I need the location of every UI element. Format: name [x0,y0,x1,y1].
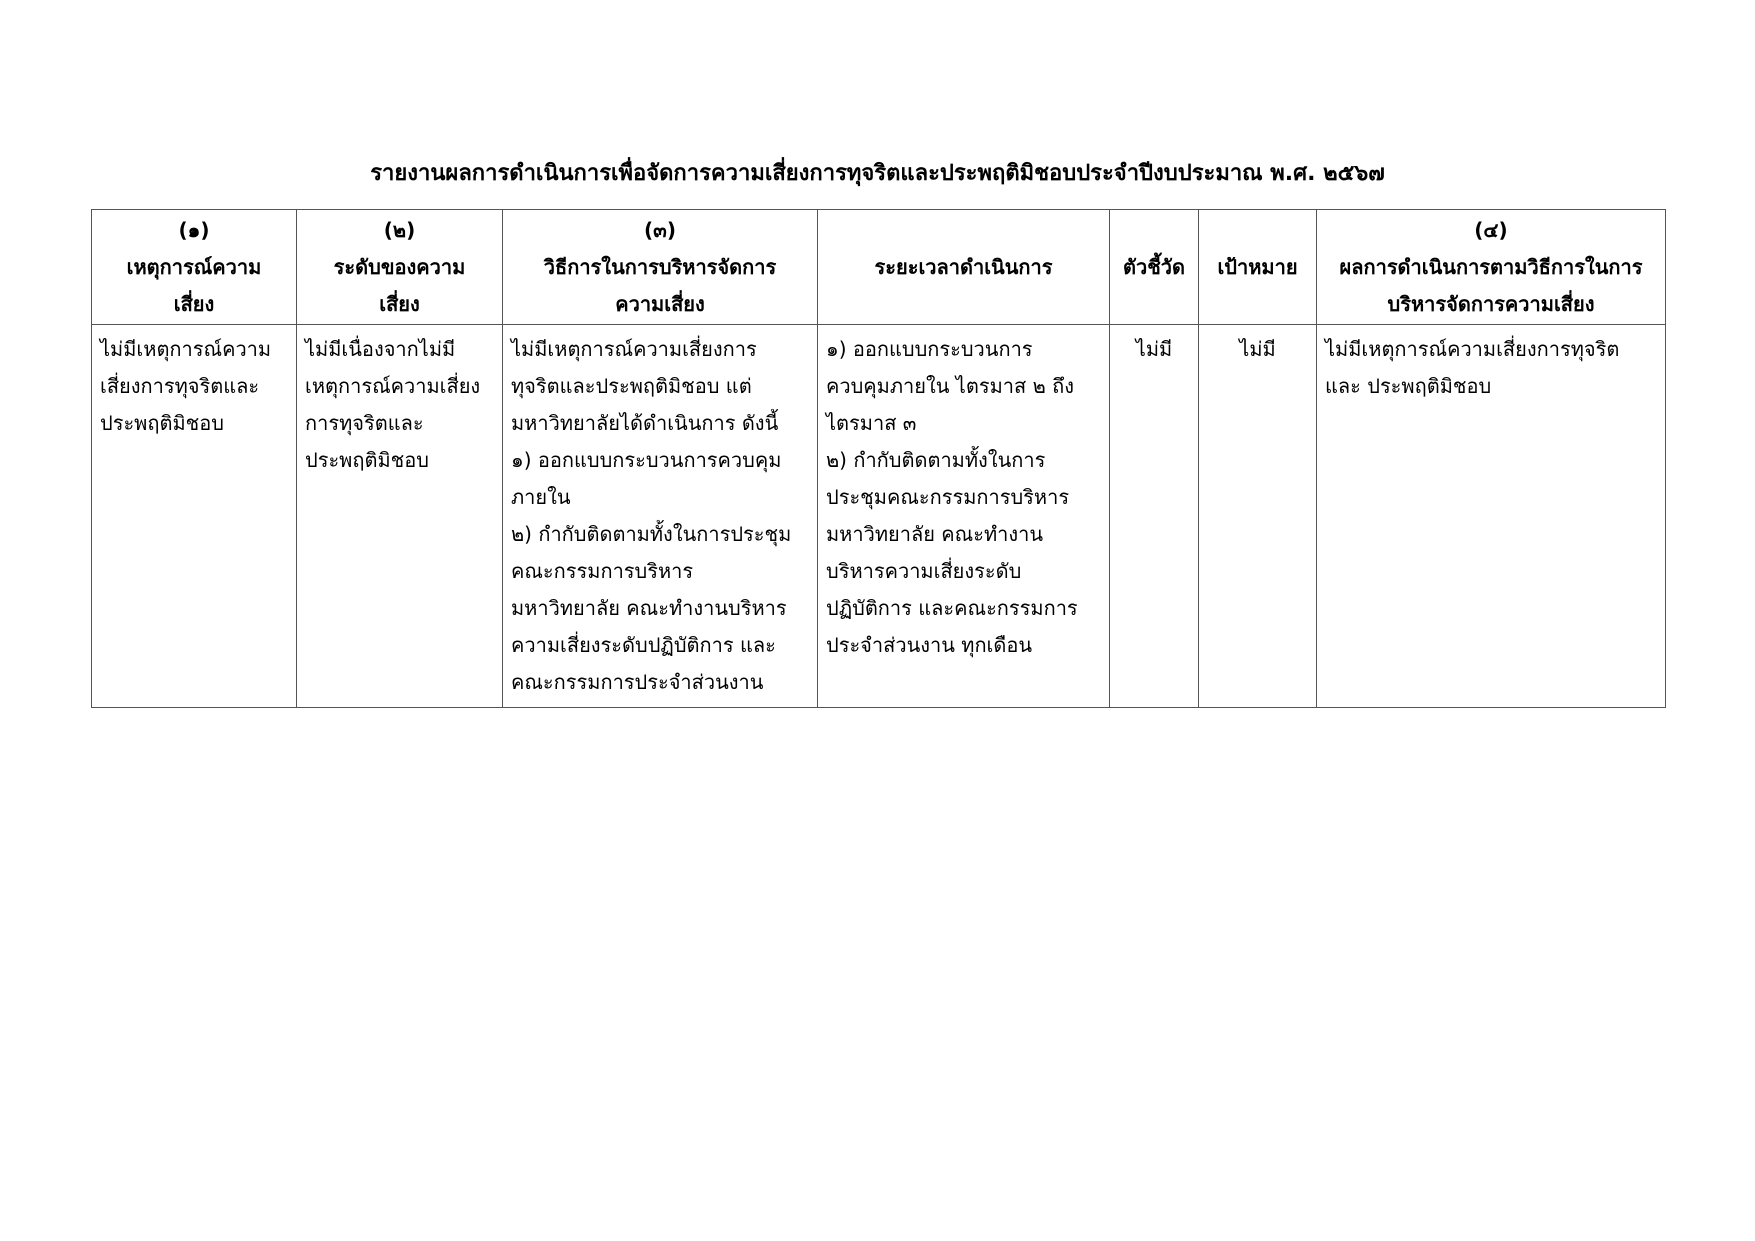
cell-result [1317,325,1666,708]
cell-line: ประชุมคณะกรรมการบริหาร [826,485,1070,509]
cell-line: เหตุการณ์ความเสี่ยง [305,374,481,398]
cell-line: ๒) กำกับติดตามทั้งในการ [826,448,1046,472]
cell-line: ไม่มี [1135,337,1173,361]
header-num: (๒) [383,217,416,242]
cell-line: มหาวิทยาลัย คณะทำงานบริหาร [511,596,787,620]
cell-line: ๒) กำกับติดตามทั้งในการประชุม [511,522,792,546]
cell-line: ไม่มีเหตุการณ์ความเสี่ยงการทุจริต [1325,337,1620,361]
cell-line: คณะกรรมการประจำส่วนงาน [511,670,764,694]
header-line: ตัวชี้วัด [1122,254,1185,279]
header-duration [818,210,1110,325]
cell-line: เสี่ยงการทุจริตและ [100,374,260,398]
cell-risk-level [297,325,503,708]
cell-line: ความเสี่ยงระดับปฏิบัติการ และ [511,633,776,657]
header-indicator [1110,210,1199,325]
cell-line: ภายใน [511,485,571,509]
cell-line: ไม่มีเหตุการณ์ความ [100,337,272,361]
cell-line: ปฏิบัติการ และคณะกรรมการ [826,596,1078,620]
cell-risk-method [503,325,818,708]
cell-line: บริหารความเสี่ยงระดับ [826,559,1022,583]
table-row [92,325,1666,708]
cell-line: ๑) ออกแบบกระบวนการ [826,337,1033,361]
header-row [92,210,1666,325]
header-line: เหตุการณ์ความ [126,254,262,279]
cell-line: ควบคุมภายใน ไตรมาส ๒ ถึง [826,374,1074,398]
header-line: เป้าหมาย [1217,254,1298,279]
cell-line: ๑) ออกแบบกระบวนการควบคุม [511,448,782,472]
header-risk-event [92,210,297,325]
header-num: (๔) [1474,217,1508,242]
header-line: บริหารจัดการความเสี่ยง [1387,291,1595,316]
header-line: วิธีการในการบริหารจัดการ [543,254,777,279]
header-line: เสี่ยง [173,291,215,316]
header-line: ระดับของความ [333,254,466,279]
cell-line: มหาวิทยาลัย คณะทำงาน [826,522,1044,546]
header-num: (๓) [644,217,676,242]
cell-line: คณะกรรมการบริหาร [511,559,694,583]
cell-line: ไม่มีเนื่องจากไม่มี [305,337,456,361]
header-line: ระยะเวลาดำเนินการ [874,254,1053,279]
cell-line: ไตรมาส ๓ [826,411,917,435]
cell-line: ประพฤติมิชอบ [305,448,429,472]
cell-line: ประจำส่วนงาน ทุกเดือน [826,633,1033,657]
cell-risk-event [92,325,297,708]
cell-line: ไม่มีเหตุการณ์ความเสี่ยงการ [511,337,757,361]
header-risk-method [503,210,818,325]
cell-line: ประพฤติมิชอบ [100,411,224,435]
cell-line: ไม่มี [1239,337,1276,361]
cell-indicator [1110,325,1199,708]
risk-report-table [91,209,1666,708]
header-num: (๑) [178,217,210,242]
header-risk-level [297,210,503,325]
header-line: ความเสี่ยง [615,291,705,316]
header-target [1199,210,1317,325]
header-line: เสี่ยง [379,291,420,316]
report-title: รายงานผลการดำเนินการเพื่อจัดการความเสี่ยงการทุจริตและประพฤติมิชอบประจำปีงบประมาณ พ.ศ. ๒๕๖๗ [370,161,1385,186]
cell-line: การทุจริตและ [305,411,424,435]
cell-duration [818,325,1110,708]
cell-line: และ ประพฤติมิชอบ [1325,374,1492,398]
cell-line: มหาวิทยาลัยได้ดำเนินการ ดังนี้ [511,411,779,435]
cell-line: ทุจริตและประพฤติมิชอบ แต่ [511,374,752,398]
header-line: ผลการดำเนินการตามวิธีการในการ [1339,254,1643,279]
header-result [1317,210,1666,325]
cell-target [1199,325,1317,708]
